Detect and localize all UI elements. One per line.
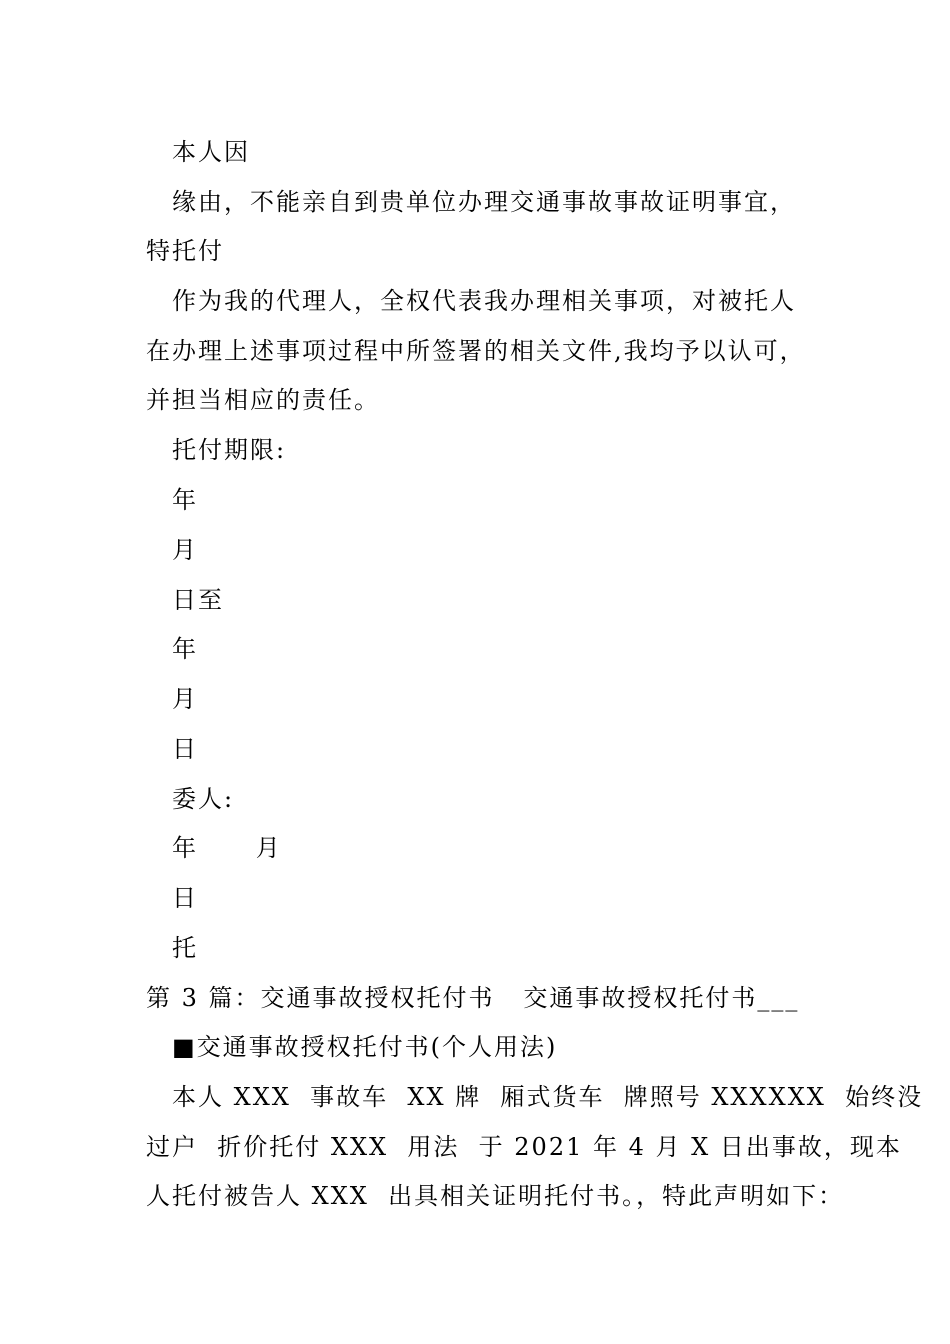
subheading: ■交通事故授权托付书(个人用法) [172, 1033, 558, 1061]
text-line: 过户 折价托付 XXX 用法 于 2021 年 4 月 X 日出事故，现本 [146, 1133, 902, 1161]
text-line: 月 [172, 536, 198, 564]
text-line: 人托付被告人 XXX 出具相关证明托付书。，特此声明如下： [146, 1182, 845, 1210]
text-line: 作为我的代理人，全权代表我办理相关事项，对被托人 [172, 287, 796, 315]
section-heading: 第 3 篇：交通事故授权托付书 交通事故授权托付书___ [146, 984, 800, 1012]
text-line: 特托付 [146, 237, 224, 265]
text-line: 并担当相应的责任。 [146, 386, 380, 414]
text-line: 委人: [172, 785, 235, 813]
text-line: 日 [172, 884, 198, 912]
text-line: 托付期限: [172, 436, 287, 464]
text-line: 本人 XXX 事故车 XX 牌 厢式货车 牌照号 XXXXXX 始终没 [172, 1083, 924, 1111]
text-line: 日 [172, 735, 198, 763]
text-line: 日至 [172, 586, 224, 614]
text-line: 年 [172, 486, 198, 514]
text-line: 月 [172, 685, 198, 713]
text-line: 年 [172, 635, 198, 663]
text-line: 托 [172, 934, 198, 962]
text-line: 缘由，不能亲自到贵单位办理交通事故事故证明事宜， [172, 188, 796, 216]
text-line: 在办理上述事项过程中所签署的相关文件,我均予以认可， [146, 337, 806, 365]
text-line: 本人因 [172, 138, 250, 166]
text-line: 年 月 [172, 834, 282, 862]
